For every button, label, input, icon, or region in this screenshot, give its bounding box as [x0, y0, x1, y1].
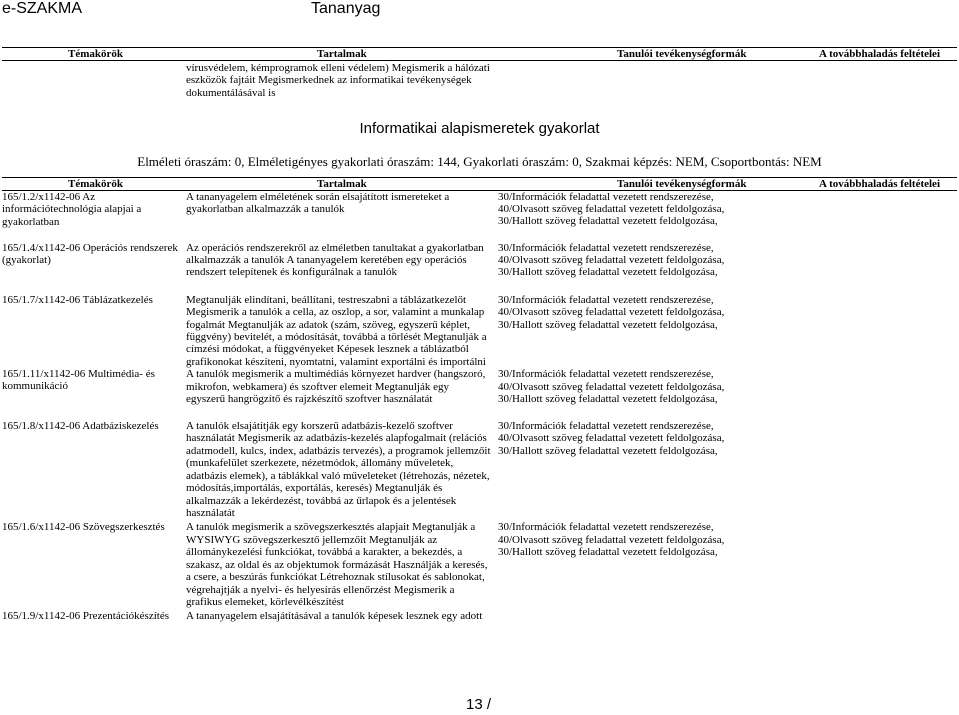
- row-activity: 30/Hallott szöveg feladattal vezetett feldolgozása,: [498, 215, 718, 227]
- row-content-line: (munkafelület szerkezete, nézetmódok, állomány műveletek,: [186, 457, 454, 469]
- row-content-line: grafikus elemeket, körlevélkészítést: [186, 596, 344, 608]
- page-number: 13 /: [466, 696, 492, 713]
- row-activity: 30/Információk feladattal vezetett rendszerezése,: [498, 420, 714, 432]
- row-content-line: gyakorlatban alkalmazzák a tanulók: [186, 203, 345, 215]
- row-content-line: függvény) bevitelét, a módosítását, továbbá a törlését Megtanulják a: [186, 331, 487, 343]
- row-activity: 30/Hallott szöveg feladattal vezetett feldolgozása,: [498, 319, 718, 331]
- row-activity: 30/Információk feladattal vezetett rendszerezése,: [498, 191, 714, 203]
- row-activity: 40/Olvasott szöveg feladattal vezetett feldolgozása,: [498, 203, 725, 215]
- header-progress: A továbbhaladás feltételei: [819, 178, 940, 190]
- hours-line: Elméleti óraszám: 0, Elméletigényes gyakorlati óraszám: 144, Gyakorlati óraszám: 0, Szakmai képzés: NEM, Csoportbontás: NEM: [137, 154, 822, 169]
- row-activity: 30/Hallott szöveg feladattal vezetett feldolgozása,: [498, 546, 718, 558]
- row-content-line: A tananyagelem elméletének során elsajátított ismereteket a: [186, 191, 450, 203]
- prev-content-line: eszközök fajtáit Megismerkednek az informatikai tevékenységek: [186, 74, 472, 86]
- row-content-line: Megtanulják elindítani, beállítani, testreszabni a táblázatkezelőt: [186, 294, 467, 306]
- row-topic: 165/1.6/x1142-06 Szövegszerkesztés: [2, 521, 165, 533]
- header-progress: A továbbhaladás feltételei: [819, 48, 940, 60]
- row-content-line: rendszert telepítenek és konfigurálnak a tanulók: [186, 266, 398, 278]
- row-content-line: fogalmát Megtanulják az adatok (szám, szöveg, egyszerű képlet,: [186, 319, 471, 331]
- brand-label: e-SZAKMA: [2, 0, 83, 17]
- prev-content-line: vírusvédelem, kémprogramok elleni védelem) Megismerik a hálózati: [186, 62, 490, 74]
- header-topics: Témakörök: [68, 48, 123, 60]
- row-activity: 40/Olvasott szöveg feladattal vezetett feldolgozása,: [498, 534, 725, 546]
- row-activity: 30/Információk feladattal vezetett rendszerezése,: [498, 521, 714, 533]
- row-content-line: Megismerik a tanulók a cella, az oszlop, a sor, valamint a munkalap: [186, 306, 485, 318]
- row-content-line: adatbázis elemek), a táblákkal való műveleteket (létrehozás, nézetek,: [186, 470, 490, 482]
- row-content-line: A tanulók elsajátítják egy korszerű adatbázis-kezelő szoftver: [186, 420, 453, 432]
- header-topics: Témakörök: [68, 178, 123, 190]
- row-activity: 30/Információk feladattal vezetett rendszerezése,: [498, 294, 714, 306]
- row-content-line: módosítás,importálás, exportálás, keresés) Megtanulják és: [186, 482, 443, 494]
- row-content-line: használatát: [186, 507, 235, 519]
- row-content-line: használatát Megismerik az adatbázis-kezelés alapfogalmait (relációs: [186, 432, 487, 444]
- row-content-line: A tanulók megismerik a multimédiás környezet hardver (hangszoró,: [186, 368, 486, 380]
- row-topic: 165/1.7/x1142-06 Táblázatkezelés: [2, 294, 153, 306]
- row-activity: 40/Olvasott szöveg feladattal vezetett feldolgozása,: [498, 381, 725, 393]
- row-topic: 165/1.4/x1142-06 Operációs rendszerek (gyakorlat): [2, 242, 178, 267]
- row-activity: 30/Hallott szöveg feladattal vezetett feldolgozása,: [498, 393, 718, 405]
- row-content-line: mikrofon, webkamera) és szoftver elemeit Megtanulják egy: [186, 381, 449, 393]
- row-content-line: szakasz, az oldal és az objektumok formázását Használják a keresés,: [186, 559, 488, 571]
- row-content-line: alkalmazzák a lekérdezést, továbbá az űrlapok és a jelentések: [186, 495, 457, 507]
- row-content-line: adatmodell, kulcs, index, adatbázis tervezés), a programok jellemzőit: [186, 445, 491, 457]
- row-topic: 165/1.2/x1142-06 Az információtechnológia alapjai a gyakorlatban: [2, 191, 142, 228]
- row-content-line: A tanulók megismerik a szövegszerkesztés alapjait Megtanulják a: [186, 521, 476, 533]
- top-bar: [0, 0, 959, 22]
- row-activity: 40/Olvasott szöveg feladattal vezetett feldolgozása,: [498, 306, 725, 318]
- row-content-line: A tananyagelem elsajátításával a tanulók képesek lesznek egy adott: [186, 610, 483, 622]
- header-contents: Tartalmak: [317, 48, 367, 60]
- header-contents: Tartalmak: [317, 178, 367, 190]
- row-content-line: a csere, a beszúrás funkciókat Létrehoznak stílusokat és sablonokat,: [186, 571, 485, 583]
- header-activities: Tanulói tevékenységformák: [617, 178, 747, 190]
- row-topic: 165/1.9/x1142-06 Prezentációkészítés: [2, 610, 169, 622]
- row-topic: 165/1.8/x1142-06 Adatbáziskezelés: [2, 420, 159, 432]
- row-activity: 40/Olvasott szöveg feladattal vezetett feldolgozása,: [498, 432, 725, 444]
- row-content-line: végrehajtják a nyelvi- és helyesírás ellenőrzést Megismerik a: [186, 584, 455, 596]
- row-activity: 30/Hallott szöveg feladattal vezetett feldolgozása,: [498, 266, 718, 278]
- prev-content-line: dokumentálásával is: [186, 87, 276, 99]
- row-content-line: egyszerű hangrögzítő és rajzkészítő szoftver használatát: [186, 393, 433, 405]
- row-topic: 165/1.11/x1142-06 Multimédia- és kommunikáció: [2, 368, 155, 393]
- row-activity: 30/Információk feladattal vezetett rendszerezése,: [498, 368, 714, 380]
- row-activity: 30/Információk feladattal vezetett rendszerezése,: [498, 242, 714, 254]
- section-title: Informatikai alapismeretek gyakorlat: [359, 120, 600, 137]
- row-content-line: állománykezelési funkciókat, továbbá a karakter, a bekezdés, a: [186, 546, 463, 558]
- row-activity: 30/Hallott szöveg feladattal vezetett feldolgozása,: [498, 445, 718, 457]
- row-content-line: címzési módokat, a függvényeket Képesek lesznek a táblázatból: [186, 343, 469, 355]
- header-activities: Tanulói tevékenységformák: [617, 48, 747, 60]
- row-content-line: WYSIWYG szövegszerkesztő jellemzőit Megtanulják az: [186, 534, 438, 546]
- row-content-line: grafikonokat készíteni, nyomtatni, valamint exportálni és importálni: [186, 356, 486, 368]
- document-title: Tananyag: [311, 0, 381, 17]
- table-header-row: [2, 47, 957, 61]
- row-content-line: alkalmazzák a tanulók A tananyagelem keretében egy operációs: [186, 254, 467, 266]
- row-content-line: Az operációs rendszerekről az elméletben tanultakat a gyakorlatban: [186, 242, 484, 254]
- table-header-row: [2, 177, 957, 191]
- row-activity: 40/Olvasott szöveg feladattal vezetett feldolgozása,: [498, 254, 725, 266]
